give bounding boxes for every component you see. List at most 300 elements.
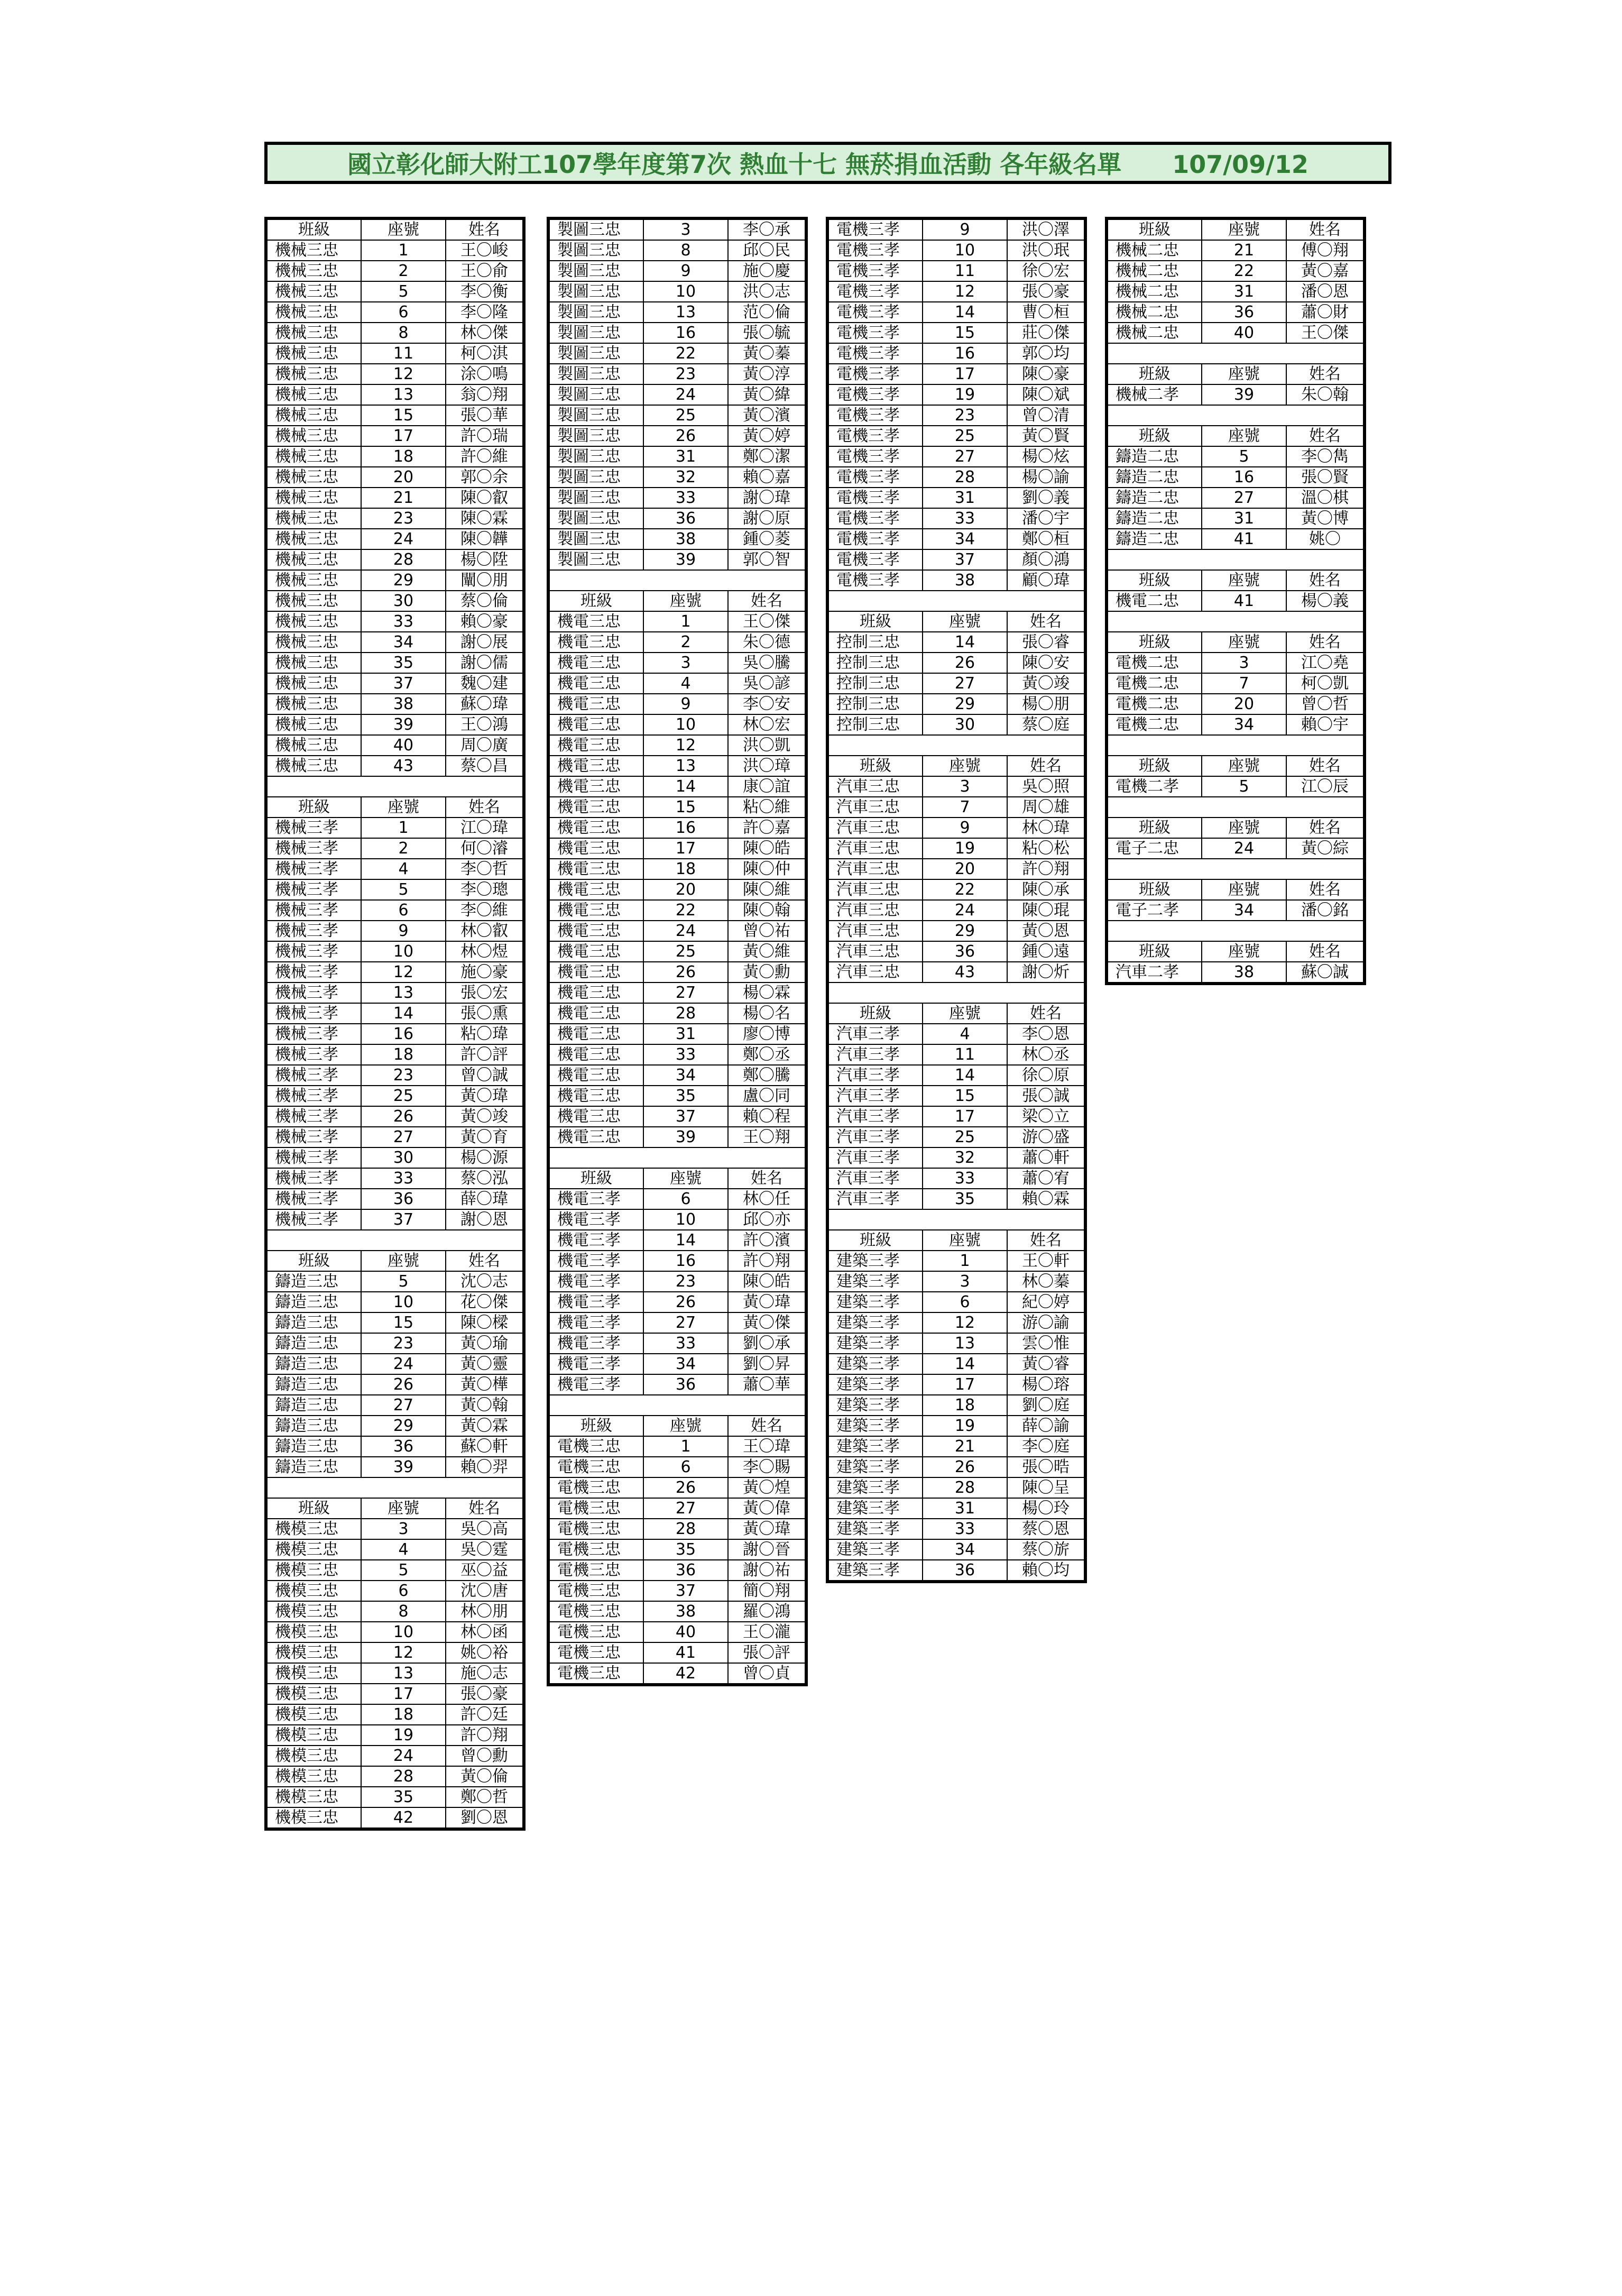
spacer-cell [1107,549,1202,570]
class-cell: 製圖三忠 [548,384,643,405]
header-class: 班級 [1107,364,1202,384]
table-row [548,694,806,714]
table-row [1107,446,1365,467]
spacer-cell [266,1477,361,1498]
table-row [266,714,524,735]
class-cell: 機械三忠 [266,323,361,343]
table-row [266,962,524,982]
class-cell: 機模三忠 [266,1725,361,1746]
header-name: 姓名 [1286,941,1365,962]
seat-cell: 3 [923,776,1007,797]
table-row [548,1354,806,1374]
name-cell: 徐〇原 [1007,1065,1085,1086]
seat-cell: 16 [643,1251,728,1271]
header-class: 班級 [1107,570,1202,591]
name-cell: 李〇賜 [728,1457,806,1477]
name-cell: 徐〇宏 [1007,261,1085,281]
class-cell: 電機三孝 [827,218,923,240]
table-header-row [827,611,1085,632]
table-row [827,1416,1085,1436]
table-row [548,384,806,405]
table-row [827,1354,1085,1374]
table-row [266,1374,524,1395]
class-cell: 機械二孝 [1107,384,1202,405]
class-cell: 控制三忠 [827,694,923,714]
table-row [827,1251,1085,1271]
class-cell: 機械三忠 [266,302,361,323]
table-row [827,900,1085,921]
spacer-cell [446,1477,524,1498]
seat-cell: 23 [361,1065,446,1086]
seat-cell: 36 [643,1374,728,1395]
class-cell: 機電三忠 [548,1044,643,1065]
table-row [548,1271,806,1292]
name-cell: 游〇諭 [1007,1312,1085,1333]
name-cell: 黃〇濱 [728,405,806,426]
table-row [266,446,524,467]
group-spacer [827,1209,1085,1230]
class-cell: 機電三忠 [548,1106,643,1127]
table-row [266,1704,524,1725]
class-cell: 機械三忠 [266,384,361,405]
table-row [827,1560,1085,1582]
table-row [548,240,806,261]
name-cell: 朱〇德 [728,632,806,653]
name-cell: 劉〇庭 [1007,1395,1085,1416]
table-header-row [1107,818,1365,838]
seat-cell: 38 [1202,962,1286,984]
name-cell: 謝〇炘 [1007,962,1085,982]
name-cell: 施〇志 [446,1663,524,1684]
class-cell: 鑄造三忠 [266,1271,361,1292]
group-spacer [827,735,1085,756]
table-row [548,632,806,653]
table-header-row [548,1416,806,1436]
class-cell: 汽車三孝 [827,1147,923,1168]
header-name: 姓名 [1286,218,1365,240]
name-cell: 薛〇瑋 [446,1189,524,1209]
table-row [266,261,524,281]
class-cell: 汽車三忠 [827,921,923,941]
table-row [548,1622,806,1642]
table-header-row [266,797,524,818]
name-cell: 楊〇炫 [1007,446,1085,467]
seat-cell: 5 [1202,446,1286,467]
table-row [827,529,1085,549]
seat-cell: 41 [1202,591,1286,611]
table-row [827,343,1085,364]
table-row [548,218,806,240]
table-row [1107,384,1365,405]
name-cell: 黃〇緯 [728,384,806,405]
class-cell: 電機三孝 [827,426,923,446]
seat-cell: 43 [923,962,1007,982]
name-cell: 翁〇翔 [446,384,524,405]
class-cell: 機模三忠 [266,1787,361,1807]
class-cell: 機械二忠 [1107,261,1202,281]
spacer-cell [1286,859,1365,879]
class-cell: 電機三孝 [827,529,923,549]
class-cell: 電機三孝 [827,384,923,405]
table-row [827,323,1085,343]
spacer-cell [1202,343,1286,364]
table-header-row [1107,364,1365,384]
class-cell: 機械三孝 [266,1127,361,1147]
class-cell: 建築三孝 [827,1354,923,1374]
seat-cell: 29 [923,694,1007,714]
seat-cell: 17 [923,364,1007,384]
table-row [266,1560,524,1581]
table-row [266,1807,524,1829]
name-cell: 王〇傑 [1286,323,1365,343]
class-cell: 機電三忠 [548,941,643,962]
name-cell: 張〇賢 [1286,467,1365,488]
seat-cell: 28 [361,549,446,570]
table-row [548,529,806,549]
header-name: 姓名 [1007,1003,1085,1024]
seat-cell: 1 [643,611,728,632]
seat-cell: 27 [1202,488,1286,508]
group-spacer [548,1395,806,1416]
seat-cell: 41 [643,1642,728,1663]
header-class: 班級 [266,1498,361,1519]
class-cell: 製圖三忠 [548,281,643,302]
class-cell: 鑄造二忠 [1107,467,1202,488]
seat-cell: 20 [643,879,728,900]
group-spacer [548,1147,806,1168]
table-row [266,1065,524,1086]
seat-cell: 14 [923,1065,1007,1086]
class-cell: 機電三忠 [548,921,643,941]
table-row [266,1024,524,1044]
class-cell: 鑄造三忠 [266,1416,361,1436]
name-cell: 傅〇翔 [1286,240,1365,261]
class-cell: 機模三忠 [266,1684,361,1704]
seat-cell: 5 [361,281,446,302]
name-cell: 江〇堯 [1286,653,1365,673]
table-header-row [1107,632,1365,653]
class-cell: 電機二忠 [1107,653,1202,673]
table-row [266,1333,524,1354]
table-row [266,467,524,488]
name-cell: 林〇朋 [446,1601,524,1622]
name-cell: 謝〇晉 [728,1539,806,1560]
class-cell: 製圖三忠 [548,508,643,529]
table-row [266,694,524,714]
seat-cell: 13 [361,1663,446,1684]
seat-cell: 8 [361,323,446,343]
seat-cell: 34 [1202,714,1286,735]
table-header-row [548,1168,806,1189]
roster-table [547,217,808,1686]
seat-cell: 36 [361,1436,446,1457]
roster-column-1 [264,217,526,1831]
name-cell: 林〇宏 [728,714,806,735]
seat-cell: 18 [923,1395,1007,1416]
seat-cell: 18 [643,859,728,879]
header-seat: 座號 [361,218,446,240]
name-cell: 簡〇翔 [728,1581,806,1601]
header-class: 班級 [548,1168,643,1189]
class-cell: 機械三忠 [266,714,361,735]
header-class: 班級 [548,1416,643,1436]
table-row [1107,591,1365,611]
table-row [827,1189,1085,1209]
name-cell: 陳〇霖 [446,508,524,529]
table-row [266,1684,524,1704]
class-cell: 機電三忠 [548,611,643,632]
name-cell: 黃〇瑋 [728,1292,806,1312]
seat-cell: 12 [643,735,728,756]
seat-cell: 31 [643,446,728,467]
seat-cell: 36 [643,1560,728,1581]
spacer-cell [1202,859,1286,879]
class-cell: 機電三忠 [548,859,643,879]
seat-cell: 19 [923,384,1007,405]
seat-cell: 10 [643,281,728,302]
table-row [827,240,1085,261]
spacer-cell [1007,591,1085,611]
name-cell: 謝〇原 [728,508,806,529]
seat-cell: 14 [361,1003,446,1024]
class-cell: 機模三忠 [266,1622,361,1642]
spacer-cell [1107,735,1202,756]
seat-cell: 25 [923,426,1007,446]
class-cell: 建築三孝 [827,1560,923,1582]
table-row [548,1498,806,1519]
class-cell: 製圖三忠 [548,549,643,570]
table-row [548,1519,806,1539]
spacer-cell [1202,797,1286,818]
table-row [266,756,524,776]
table-row [548,1065,806,1086]
class-cell: 機械三孝 [266,1065,361,1086]
name-cell: 張〇毓 [728,323,806,343]
table-row [266,570,524,591]
table-row [827,261,1085,281]
table-row [548,1003,806,1024]
class-cell: 機械三忠 [266,240,361,261]
name-cell: 吳〇照 [1007,776,1085,797]
name-cell: 張〇睿 [1007,632,1085,653]
class-cell: 建築三孝 [827,1333,923,1354]
class-cell: 建築三孝 [827,1312,923,1333]
seat-cell: 35 [643,1086,728,1106]
class-cell: 機械三忠 [266,426,361,446]
class-cell: 電機三忠 [548,1663,643,1685]
table-row [548,982,806,1003]
table-row [548,1209,806,1230]
name-cell: 曾〇清 [1007,405,1085,426]
seat-cell: 20 [361,467,446,488]
seat-cell: 14 [923,302,1007,323]
name-cell: 黃〇瑋 [446,1086,524,1106]
table-row [1107,900,1365,921]
name-cell: 黃〇蓁 [728,343,806,364]
class-cell: 建築三孝 [827,1539,923,1560]
class-cell: 汽車三忠 [827,879,923,900]
name-cell: 李〇璁 [446,879,524,900]
class-cell: 機械三忠 [266,446,361,467]
class-cell: 鑄造三忠 [266,1292,361,1312]
name-cell: 康〇誼 [728,776,806,797]
seat-cell: 9 [643,694,728,714]
table-row [548,405,806,426]
table-row [827,1477,1085,1498]
spacer-cell [446,1230,524,1251]
table-row [1107,529,1365,549]
seat-cell: 33 [643,1044,728,1065]
table-row [827,1065,1085,1086]
table-row [1107,467,1365,488]
table-row [827,879,1085,900]
table-row [827,1312,1085,1333]
class-cell: 機模三忠 [266,1539,361,1560]
seat-cell: 6 [643,1189,728,1209]
table-row [266,1746,524,1766]
spacer-cell [1107,859,1202,879]
table-row [266,384,524,405]
name-cell: 陳〇呈 [1007,1477,1085,1498]
seat-cell: 36 [361,1189,446,1209]
table-row [266,1189,524,1209]
seat-cell: 2 [361,838,446,859]
seat-cell: 24 [923,900,1007,921]
seat-cell: 34 [643,1354,728,1374]
name-cell: 粘〇瑋 [446,1024,524,1044]
header-seat: 座號 [923,611,1007,632]
header-name: 姓名 [446,218,524,240]
class-cell: 汽車三忠 [827,900,923,921]
table-row [827,1024,1085,1044]
seat-cell: 16 [1202,467,1286,488]
table-row [266,549,524,570]
class-cell: 機械三孝 [266,859,361,879]
table-row [266,1395,524,1416]
spacer-cell [643,1395,728,1416]
name-cell: 李〇恩 [1007,1024,1085,1044]
seat-cell: 4 [643,673,728,694]
name-cell: 許〇廷 [446,1704,524,1725]
seat-cell: 31 [923,1498,1007,1519]
name-cell: 洪〇志 [728,281,806,302]
name-cell: 朱〇翰 [1286,384,1365,405]
table-row [548,1292,806,1312]
table-row [827,921,1085,941]
class-cell: 鑄造二忠 [1107,508,1202,529]
name-cell: 王〇瑋 [728,1436,806,1457]
table-row [827,859,1085,879]
seat-cell: 40 [361,735,446,756]
class-cell: 電機三孝 [827,488,923,508]
name-cell: 張〇豪 [1007,281,1085,302]
name-cell: 張〇評 [728,1642,806,1663]
table-row [827,632,1085,653]
spacer-cell [1007,982,1085,1003]
name-cell: 花〇傑 [446,1292,524,1312]
seat-cell: 28 [361,1766,446,1787]
class-cell: 電機三忠 [548,1560,643,1581]
class-cell: 電機二孝 [1107,776,1202,797]
table-row [266,838,524,859]
name-cell: 張〇豪 [446,1684,524,1704]
name-cell: 洪〇澤 [1007,218,1085,240]
spacer-cell [1286,405,1365,426]
header-class: 班級 [1107,818,1202,838]
header-name: 姓名 [1007,1230,1085,1251]
class-cell: 機模三忠 [266,1766,361,1787]
table-row [827,426,1085,446]
table-row [548,879,806,900]
name-cell: 劉〇昇 [728,1354,806,1374]
table-row [266,323,524,343]
class-cell: 機械三忠 [266,673,361,694]
name-cell: 許〇翔 [728,1251,806,1271]
seat-cell: 28 [643,1003,728,1024]
seat-cell: 9 [923,818,1007,838]
name-cell: 黃〇竣 [446,1106,524,1127]
seat-cell: 10 [923,240,1007,261]
class-cell: 機械三忠 [266,488,361,508]
class-cell: 電機三孝 [827,467,923,488]
name-cell: 林〇叡 [446,921,524,941]
spacer-cell [361,1230,446,1251]
table-row [266,1003,524,1024]
name-cell: 陳〇仲 [728,859,806,879]
name-cell: 黃〇霖 [446,1416,524,1436]
class-cell: 機電三忠 [548,962,643,982]
name-cell: 林〇煜 [446,941,524,962]
header-seat: 座號 [923,1003,1007,1024]
table-row [266,1663,524,1684]
name-cell: 陳〇豪 [1007,364,1085,384]
name-cell: 鄭〇丞 [728,1044,806,1065]
class-cell: 製圖三忠 [548,467,643,488]
class-cell: 機械三忠 [266,529,361,549]
table-row [1107,673,1365,694]
table-row [266,488,524,508]
seat-cell: 26 [643,1477,728,1498]
name-cell: 蘇〇軒 [446,1436,524,1457]
seat-cell: 29 [361,570,446,591]
seat-cell: 32 [923,1147,1007,1168]
seat-cell: 3 [923,1271,1007,1292]
table-row [827,694,1085,714]
seat-cell: 22 [923,879,1007,900]
seat-cell: 4 [923,1024,1007,1044]
table-row [266,240,524,261]
seat-cell: 17 [643,838,728,859]
seat-cell: 21 [923,1436,1007,1457]
seat-cell: 30 [923,714,1007,735]
header-class: 班級 [1107,632,1202,653]
name-cell: 許〇翔 [1007,859,1085,879]
class-cell: 機電三忠 [548,1024,643,1044]
spacer-cell [728,1395,806,1416]
seat-cell: 26 [923,1457,1007,1477]
roster-column-4 [1105,217,1366,985]
seat-cell: 24 [1202,838,1286,859]
seat-cell: 7 [1202,673,1286,694]
class-cell: 機電三孝 [548,1312,643,1333]
table-row [548,1581,806,1601]
header-name: 姓名 [1007,756,1085,776]
name-cell: 賴〇均 [1007,1560,1085,1582]
table-row [548,1086,806,1106]
class-cell: 建築三孝 [827,1436,923,1457]
seat-cell: 12 [361,364,446,384]
name-cell: 張〇晧 [1007,1457,1085,1477]
